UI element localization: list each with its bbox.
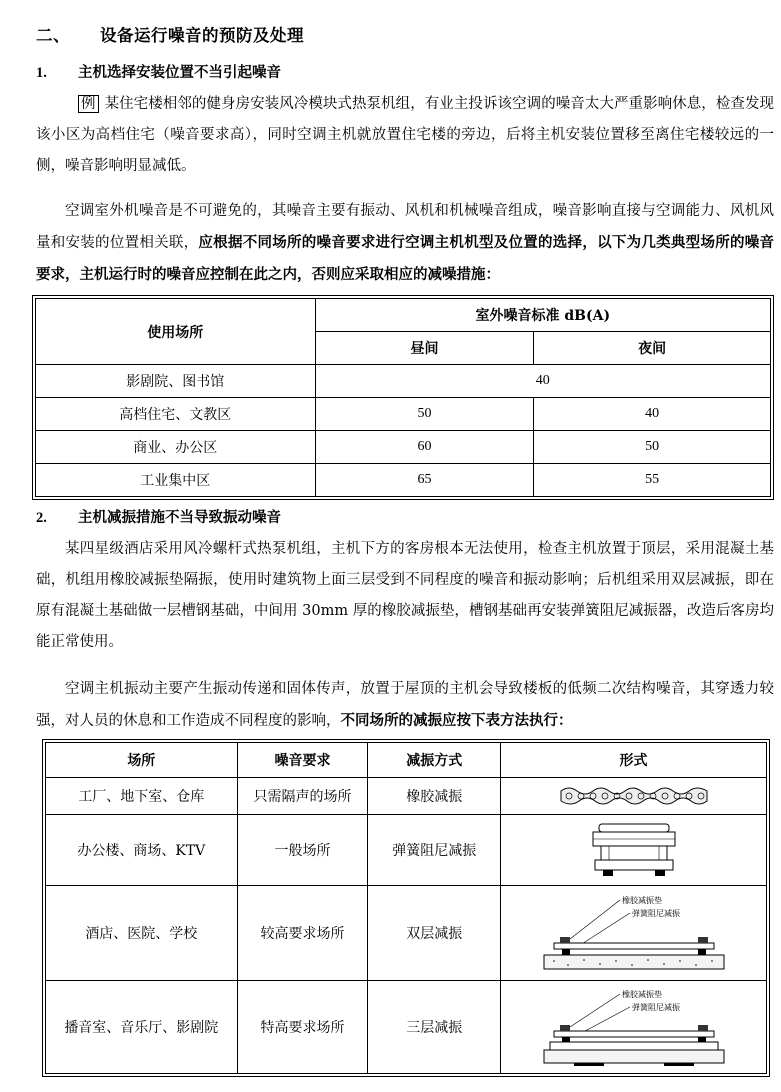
method-cell: 弹簧阻尼减振 xyxy=(368,815,501,886)
subsection-heading-1 xyxy=(36,61,281,82)
place-cell: 办公楼、商场、KTV xyxy=(46,815,238,886)
table-row xyxy=(36,365,771,398)
vibration-bold-text: 不同场所的减振应按下表方法执行： xyxy=(340,712,573,729)
header-form: 形式 xyxy=(501,743,767,778)
vibration-paragraph xyxy=(36,674,774,737)
night-cell: 50 xyxy=(534,431,771,464)
merged-value-cell: 40 xyxy=(315,365,770,398)
day-cell: 60 xyxy=(315,431,534,464)
triple-layer-damping-icon xyxy=(534,987,734,1067)
subsection-title: 主机减振措施不当导致振动噪音 xyxy=(78,509,281,526)
noise-bold-text: 应根据不同场所的噪音要求进行空调主机机型及位置的选择，以下为几类典型场所的噪音要求，主机运行时的噪音应控制在此之内，否则应采取相应的减噪措施： xyxy=(36,234,774,283)
label-rubber-pad: 橡胶减振垫 xyxy=(621,990,662,999)
label-spring-damper: 弹簧阻尼减振 xyxy=(631,909,680,918)
spring-damper-icon xyxy=(589,822,679,878)
method-cell: 双层减振 xyxy=(368,886,501,981)
section-number: 二、 xyxy=(36,26,70,45)
table-row xyxy=(36,398,771,431)
requirement-cell: 只需隔声的场所 xyxy=(237,778,368,815)
night-cell: 55 xyxy=(534,464,771,497)
table-row xyxy=(46,886,767,981)
vibration-method-table xyxy=(45,742,767,1074)
example-text: 某住宅楼相邻的健身房安装风冷模块式热泵机组，有业主投诉该空调的噪音太大严重影响休息，检查发现该小区为高档住宅（噪音要求高），同时空调主机就放置住宅楼的旁边，后将主机安装位置移至离住宅楼较远的一侧，噪音影响明显减低。 xyxy=(36,96,775,174)
form-cell xyxy=(501,886,767,981)
place-cell: 高档住宅、文教区 xyxy=(36,398,316,431)
table-row xyxy=(46,815,767,886)
requirement-cell: 特高要求场所 xyxy=(237,981,368,1074)
method-cell: 三层减振 xyxy=(368,981,501,1074)
example-paragraph xyxy=(36,89,774,182)
night-cell: 40 xyxy=(534,398,771,431)
place-cell: 商业、办公区 xyxy=(36,431,316,464)
subsection-heading-2 xyxy=(36,506,281,527)
requirement-cell: 一般场所 xyxy=(237,815,368,886)
method-cell: 橡胶减振 xyxy=(368,778,501,815)
example-tag: 例 xyxy=(78,95,99,113)
table-row xyxy=(46,981,767,1074)
place-cell: 影剧院、图书馆 xyxy=(36,365,316,398)
hotel-paragraph xyxy=(36,534,774,658)
place-cell: 酒店、医院、学校 xyxy=(46,886,238,981)
vibration-text: 空调主机振动主要产生振动传递和固体传声，放置于屋顶的主机会导致楼板的低频二次结构噪音，其穿透力较强，对人员的休息和工作造成不同程度的影响， xyxy=(36,681,774,729)
place-cell: 工业集中区 xyxy=(36,464,316,497)
noise-paragraph xyxy=(36,196,774,291)
header-requirement: 噪音要求 xyxy=(237,743,368,778)
requirement-cell: 较高要求场所 xyxy=(237,886,368,981)
table-row xyxy=(36,431,771,464)
day-cell: 65 xyxy=(315,464,534,497)
noise-text: 空调室外机噪音是不可避免的，其噪音主要有振动、风机和机械噪音组成，噪音影响直接与空调能力、风机风量和安装的位置相关联， xyxy=(36,203,774,251)
double-layer-damping-icon xyxy=(534,893,734,973)
table-row xyxy=(46,778,767,815)
form-cell xyxy=(501,815,767,886)
header-day: 昼间 xyxy=(315,332,534,365)
header-place: 场所 xyxy=(46,743,238,778)
label-spring-damper: 弹簧阻尼减振 xyxy=(631,1003,680,1012)
label-rubber-pad: 橡胶减振垫 xyxy=(621,896,662,905)
subsection-title: 主机选择安装位置不当引起噪音 xyxy=(78,64,281,81)
form-cell xyxy=(501,981,767,1074)
noise-standard-table xyxy=(35,298,771,497)
form-cell xyxy=(501,778,767,815)
rubber-pad-icon xyxy=(559,785,709,807)
hotel-text: 某四星级酒店采用风冷螺杆式热泵机组，主机下方的客房根本无法使用，检查主机放置于顶层，采用混凝土基础，机组用橡胶减振垫隔振，使用时建筑物上面三层受到不同程度的噪音和振动影响；后机组采用双层减振，即在原有混凝土基础做一层槽钢基础，中间用 30mm 厚的橡胶减振垫，槽钢基础再安装弹簧阻尼减振器，改造后客房均能正常使用。 xyxy=(36,541,774,650)
subsection-number: 2. xyxy=(36,510,47,526)
header-place: 使用场所 xyxy=(36,299,316,365)
header-method: 减振方式 xyxy=(368,743,501,778)
header-night: 夜间 xyxy=(534,332,771,365)
subsection-number: 1. xyxy=(36,65,47,81)
section-title: 设备运行噪音的预防及处理 xyxy=(100,26,304,45)
place-cell: 播音室、音乐厅、影剧院 xyxy=(46,981,238,1074)
section-heading xyxy=(36,22,304,46)
place-cell: 工厂、地下室、仓库 xyxy=(46,778,238,815)
table-row xyxy=(36,464,771,497)
header-standard: 室外噪音标准 dB(A) xyxy=(315,299,770,332)
day-cell: 50 xyxy=(315,398,534,431)
